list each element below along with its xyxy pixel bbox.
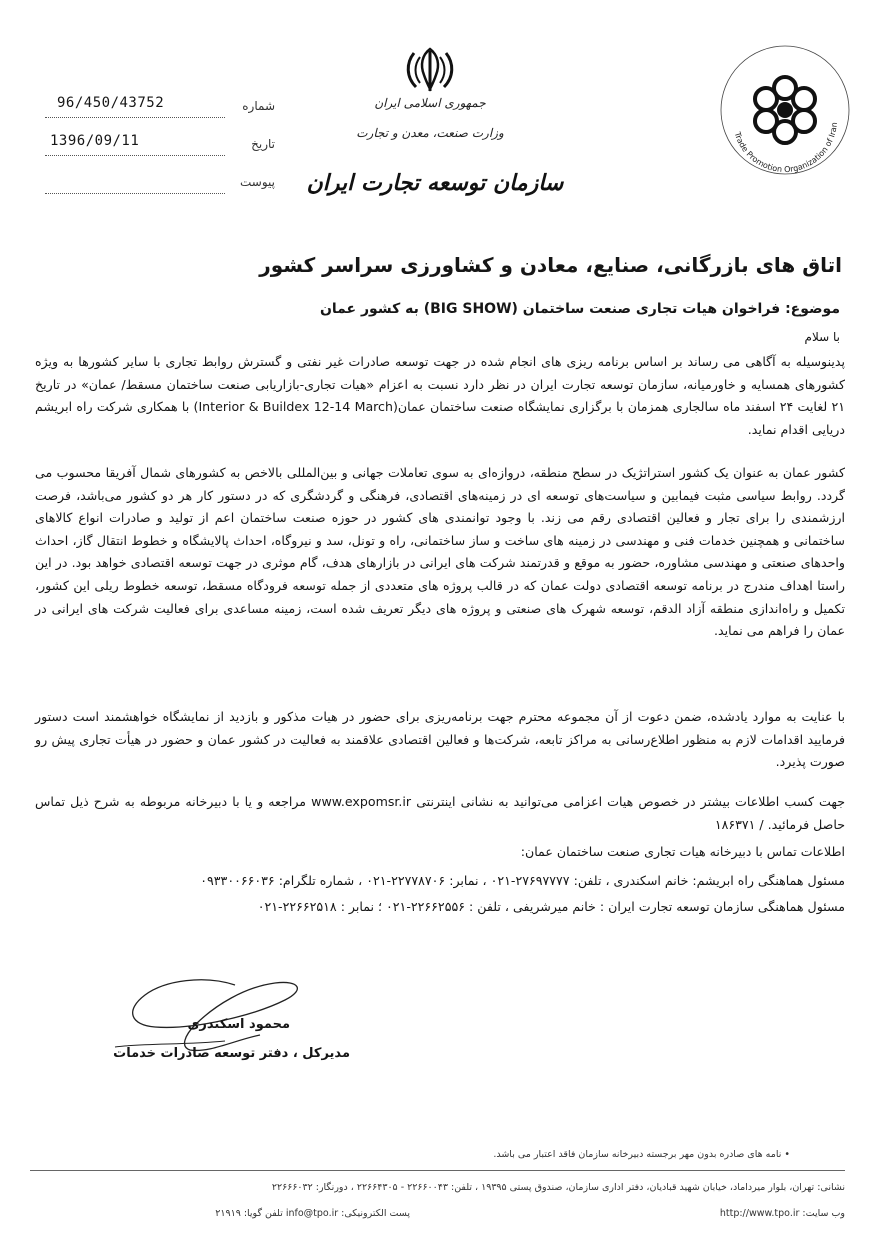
paragraph-website: جهت کسب اطلاعات بیشتر در خصوص هیات اعزامی می‌توانید به نشانی اینترنتی www.expomsr.ir مراجعه و یا با دبیرخانه مربوطه به شرح ذیل تماس حاصل فرمائید. / ۱۸۶۳۷۱: [35, 794, 845, 832]
attachment-label: پیوست: [240, 175, 275, 189]
country-name: جمهوری اسلامی ایران: [374, 96, 486, 110]
footer-address: نشانی: تهران، بلوار میرداماد، خیابان شهید قبادیان، دفتر اداری سازمان، صندوق پستی ۱۹۳۹۵ ، تلفن: ۲۲۶۶۰۰۴۳ - ۲۲۶۶۴۳۰۵ ، دورنگار: ۲۲۶۶۶۰۳۲: [271, 1182, 845, 1193]
attachment-underline: [45, 193, 225, 194]
contact-line-tpo: مسئول هماهنگی سازمان توسعه تجارت ایران : خانم میرشریفی ، تلفن : ۲۲۶۶۲۵۵۶-۰۲۱ ؛ نمابر : ۲۲۶۶۲۵۱۸-۰۲۱: [257, 899, 845, 914]
svg-text:Trade Promotion Organization o: [732, 122, 839, 174]
document-meta: [45, 95, 285, 205]
letter-number: 96/450/43752: [57, 95, 165, 111]
footer-divider: [30, 1170, 845, 1171]
organization-name: سازمان توسعه تجارت ایران: [306, 170, 564, 196]
ministry-name: وزارت صنعت، معدن و تجارت: [356, 126, 504, 140]
footer-website: وب سایت: http://www.tpo.ir: [719, 1208, 845, 1219]
footer-postal: پست الکترونیکی: info@tpo.ir تلفن گویا: ۲۱۹۱۹: [215, 1208, 410, 1219]
paragraph-oman: کشور عمان به عنوان یک کشور استراتژیک در سطح منطقه، دروازه‌ای به سوی تعاملات جهانی و بین‌المللی بالاخص به کشورهای شمال آفریقا محسوب می گردد. روابط سیاسی مثبت فیمابین و سیاست‌های توسعه ای در زمینه‌های اقتصادی، فرهنگی و گردشگری که در دستور کار هر دو کشور می‌باشد، فرصت ارزشمندی را برای تجار و فعالین اقتصادی رقم می زند. با وجود توانمندی های کشور در حوزه صنعت ساختمان اعم از تولید و صادرات انواع کالاهای ساختمانی و همچنین خدمات فنی و مهندسی در زمینه های ساخت و ساز ساختمانی، راه و تونل، سد و نیروگاه، احداث پالایشگاه و خطوط انتقال گاز، احداث واحدهای صنعتی و مهندسی مشاوره، حضور به موقع و قدرتمند شرکت های ایرانی در بازارهای هدف، گام موثری در جهت توسعه اقتصادی خواهد بود. در این راستا اهداف مندرج در برنامه توسعه اقتصادی دولت عمان که در قالب پروژه های متعددی از جمله توسعه فرودگاه مسقط، توسعه خطوط ریلی این کشور، تکمیل و راه‌اندازی منطقه آزاد الدقم، توسعه شهرک های صنعتی و پروژه های دیگر تعریف شده است، زمینه مساعدی برای فعالیت شرکت های ایرانی در عمان را فراهم می نماید.: [35, 465, 845, 639]
date-label: تاریخ: [251, 137, 275, 151]
iran-emblem: [400, 45, 460, 95]
logo-caption: Trade Promotion Organization of Iran: [732, 121, 839, 175]
letter-date: 1396/09/11: [50, 133, 140, 149]
date-underline: [45, 155, 225, 156]
contacts-title: اطلاعات تماس با دبیرخانه هیات تجاری صنعت ساختمان عمان:: [520, 844, 845, 859]
paragraph-intro: پدینوسیله به آگاهی می رساند بر اساس برنامه ریزی های انجام شده در جهت توسعه صادرات غیر نفتی و گسترش روابط تجاری با سایر کشورها به ویژه کشورهای همسایه و خاورمیانه، سازمان توسعه تجارت ایران در نظر دارد نسبت به اعزام «هیات تجاری-بازاریابی صنعت ساختمان مسقط/ عمان» در تاریخ ۲۱ لغایت ۲۴ اسفند ماه سالجاری همزمان با برگزاری نمایشگاه صنعت ساختمان عمان(Interior & Buildex 12-14 March) با همکاری شرکت راه ابریشم دریایی اقدام نماید.: [35, 354, 845, 437]
signatory-name: محمود اسکندری: [187, 1017, 290, 1032]
footer-note: • نامه های صادره بدون مهر برجسته دبیرخانه سازمان فاقد اعتبار می باشد.: [493, 1149, 790, 1160]
recipient: اتاق های بازرگانی، صنایع، معادن و کشاورزی سراسر کشور: [259, 253, 842, 277]
number-label: شماره: [242, 99, 275, 113]
tpo-logo: [715, 40, 855, 180]
emblem-icon: [400, 45, 460, 95]
tpo-logo-icon: [715, 40, 855, 180]
subject-line: موضوع: فراخوان هیات تجاری صنعت ساختمان (BIG SHOW) به کشور عمان: [319, 301, 840, 317]
number-underline: [45, 117, 225, 118]
greeting: با سلام: [804, 330, 840, 344]
paragraph-request: با عنایت به موارد یادشده، ضمن دعوت از آن مجموعه محترم جهت برنامه‌ریزی برای حضور در هیات مذکور و بازدید از نمایشگاه خواهشمند است دستور فرمایید اقدامات لازم به منظور اطلاع‌رسانی به مراکز تابعه، شرکت‌ها و فعالین اقتصادی علاقمند به فعالیت در کشور عمان و حضور در هیأت تجاری پیش رو صورت پذیرد.: [35, 709, 845, 770]
signatory-title: مدیرکل ، دفتر توسعه صادرات خدمات: [113, 1046, 350, 1061]
contact-line-silkroad: مسئول هماهنگی راه ابریشم: خانم اسکندری ، تلفن: ۲۷۶۹۷۷۷۷-۰۲۱ ، نمابر: ۲۲۷۷۸۷۰۶-۰۲۱ ، شماره تلگرام: ۰۹۳۳۰۰۶۶۰۳۶: [200, 873, 845, 888]
